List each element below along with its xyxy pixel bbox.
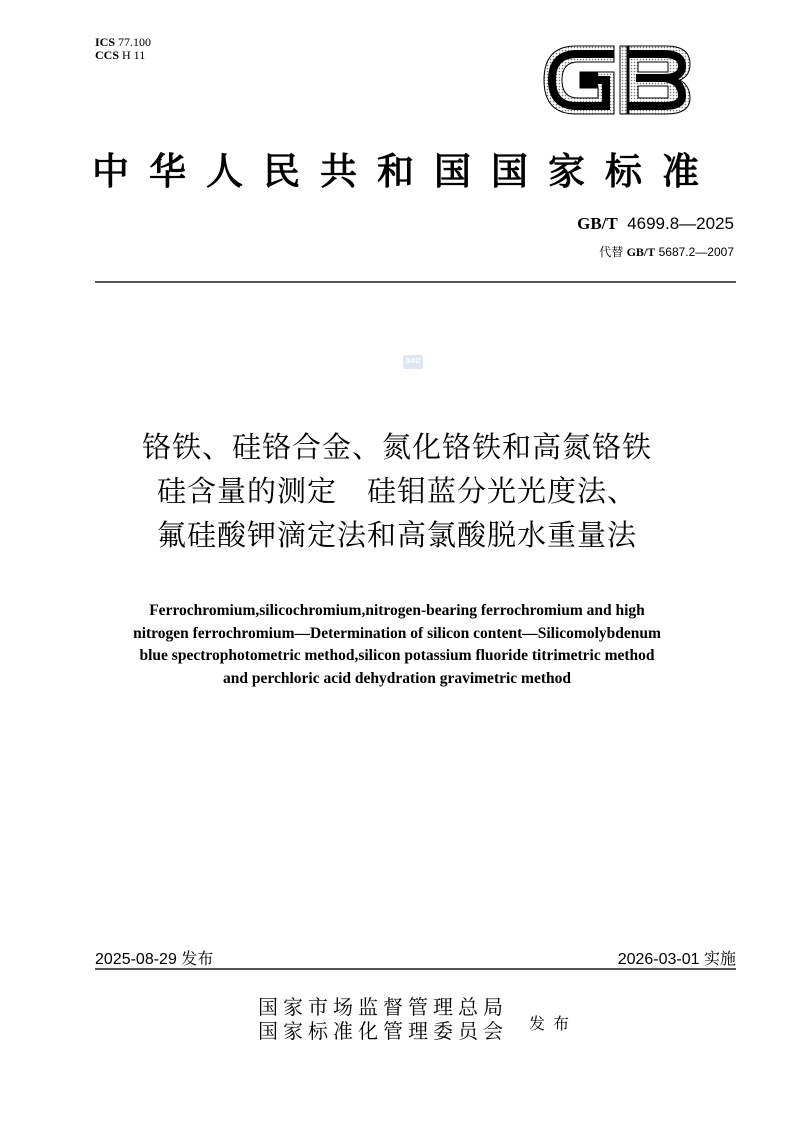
issue-date: 2025-08-29 发布 — [95, 951, 214, 968]
implementation-date: 2026-03-01 实施 — [617, 951, 736, 968]
ics-code: ICS 77.100 — [95, 35, 152, 49]
english-title-line: Ferrochromium,silicochromium,nitrogen-bearing ferrochromium and high — [149, 602, 645, 619]
issuing-organizations — [258, 996, 508, 1044]
standard-number: GB/T 4699.8—2025 — [577, 214, 734, 233]
bottom-divider — [95, 968, 736, 970]
chinese-title-line: 氟硅酸钾滴定法和高氯酸脱水重量法 — [156, 520, 637, 552]
national-standard-title: 中华人民共和国国家标准 — [92, 152, 719, 193]
ccs-code: CCS H 11 — [95, 48, 146, 62]
chinese-title-line: 铬铁、硅铬合金、氮化铬铁和高氮铬铁 — [141, 432, 652, 464]
issuer-sac: 国家标准化管理委员会 — [258, 1021, 508, 1043]
issuer-samr: 国家市场监督管理总局 — [258, 997, 508, 1019]
top-divider — [95, 281, 736, 283]
chinese-title — [60, 426, 734, 558]
english-title — [60, 600, 734, 690]
english-title-line: blue spectrophotometric method,silicon potassium fluoride titrimetric method — [139, 647, 655, 664]
chinese-title-line: 硅含量的测定 硅钼蓝分光光度法、 — [156, 476, 637, 508]
issue-action: 发布 — [529, 1016, 578, 1033]
sac-watermark: SAC — [403, 355, 423, 369]
gb-logo-icon — [540, 40, 694, 120]
english-title-line: and perchloric acid dehydration gravimetric method — [222, 669, 571, 687]
classification-codes — [95, 36, 151, 62]
replaces-standard: 代替 GB/T 5687.2—2007 — [599, 245, 734, 259]
english-title-line: nitrogen ferrochromium—Determination of silicon content—Silicomolybdenum — [133, 624, 661, 642]
